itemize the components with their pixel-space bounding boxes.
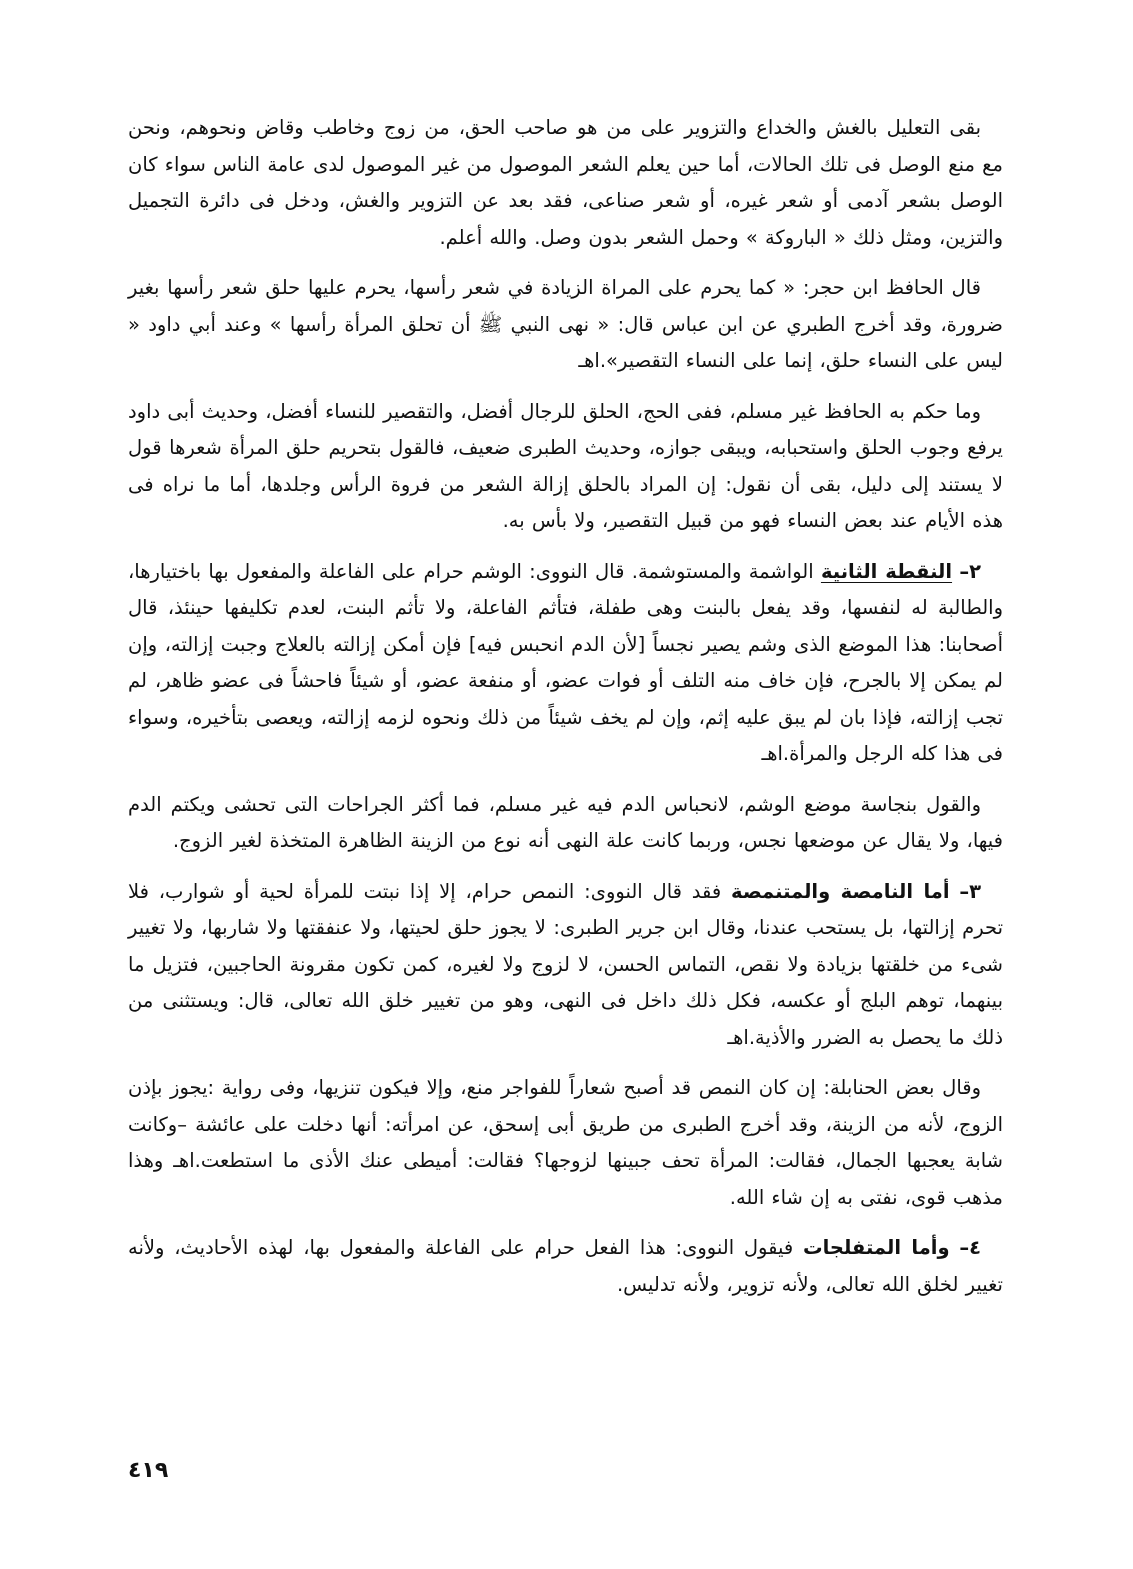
page-number: ٤١٩ [128, 1458, 169, 1483]
paragraph-text: بقى التعليل بالغش والخداع والتزوير على من هو صاحب الحق، من زوج وخاطب وقاض ونحوهم، ونحن مع منع الوصل فى تلك الحالات، أما حين يعلم الشعر الموصول من غير الموصول لدى عامة الناس سواء كان الوصل بشعر آدمى أو شعر غيره، أو شعر صناعى، فقد بعد عن التزوير والغش، ودخل فى دائرة التجميل والتزين، ومثل ذلك « الباروكة » وحمل الشعر بدون وصل. والله أعلم. [128, 116, 1003, 249]
paragraph-7 [128, 1070, 1003, 1216]
paragraph-text: وما حكم به الحافظ غير مسلم، ففى الحج، الحلق للرجال أفضل، والتقصير للنساء أفضل، وحديث أبى داود يرفع وجوب الحلق واستحبابه، ويبقى جوازه، وحديث الطبرى ضعيف، فالقول بتحريم حلق المرأة شعرها قول لا يستند إلى دليل، بقى أن نقول: إن المراد بالحلق إزالة الشعر من فروة الرأس وجلدها، أما ما نراه فى هذه الأيام عند بعض النساء فهو من قبيل التقصير، ولا بأس به. [128, 399, 1003, 532]
paragraph-text: فقد قال النووى: النمص حرام، إلا إذا نبتت للمرأة لحية أو شوارب، فلا تحرم إزالتها، بل يستحب عندنا، وقال ابن جرير الطبرى: لا يجوز حلق لحيتها، ولا عنفقتها ولا شاربها، ولا تغيير شىء من خلقتها بزيادة ولا نقص، التماس الحسن، لا لزوج ولا لغيره، كمن تكون مقرونة الحاجبين، فتزيل ما بينهما، توهم البلج أو عكسه، فكل ذلك داخل فى النهى، وهو من تغيير خلق الله تعالى، قال: ويستثنى من ذلك ما يحصل به الضرر والأذية.اهـ [128, 879, 1003, 1049]
paragraph-text: فيقول النووى: هذا الفعل حرام على الفاعلة والمفعول بها، لهذه الأحاديث، ولأنه تغيير لخلق الله تعالى، ولأنه تزوير، ولأنه تدليس. [128, 1236, 1003, 1296]
section-heading: النقطة الثانية [820, 559, 953, 583]
paragraph-3 [128, 394, 1003, 540]
paragraph-2 [128, 270, 1003, 380]
section-number: ٣– [959, 879, 981, 903]
paragraph-text: والقول بنجاسة موضع الوشم، لانحباس الدم فيه غير مسلم، فما أكثر الجراحات التى تحشى ويكتم الدم فيها، ولا يقال عن موضعها نجس، وربما كانت علة النهى أنه نوع من الزينة الظاهرة المتخذة لغير الزوج. [128, 792, 1003, 852]
paragraph-1 [128, 110, 1003, 256]
paragraph-text: قال الحافظ ابن حجر: « كما يحرم على المراة الزيادة في شعر رأسها، يحرم عليها حلق شعر رأسها بغير ضرورة، وقد أخرج الطبري عن ابن عباس قال: « نهى النبي ﷺ أن تحلق المرأة رأسها » وعند أبي داود « ليس على النساء حلق، إنما على النساء التقصير».اهـ [128, 276, 1003, 372]
section-heading: وأما المتفلجات [803, 1236, 950, 1259]
paragraph-8 [128, 1230, 1003, 1303]
paragraph-text: وقال بعض الحنابلة: إن كان النمص قد أصبح شعاراً للفواجر منع، وإلا فيكون تنزيها، وفى رواية :يجوز بإذن الزوج، لأنه من الزينة، وقد أخرج الطبرى من طريق أبى إسحق، عن امرأته: أنها دخلت على عائشة –وكانت شابة يعجبها الجمال، فقالت: المرأة تحف جبينها لزوجها؟ فقالت: أميطى عنك الأذى ما استطعت.اهـ وهذا مذهب قوى، نفتى به إن شاء الله. [128, 1076, 1003, 1209]
paragraph-5 [128, 787, 1003, 860]
section-heading: أما النامصة والمتنمصة [731, 879, 950, 903]
text-column [128, 110, 1003, 1317]
paragraph-4 [128, 554, 1003, 773]
section-number: ٤– [959, 1236, 982, 1259]
paragraph-6 [128, 874, 1003, 1057]
paragraph-text: الواشمة والمستوشمة. قال النووى: الوشم حرام على الفاعلة والمفعول بها باختيارها، والطالبة له لنفسها، وقد يفعل بالبنت وهى طفلة، فتأثم الفاعلة، ولا تأثم البنت، لعدم تكليفها حينئذ، قال أصحابنا: هذا الموضع الذى وشم يصير نجساً [لأن الدم انحبس فيه] فإن أمكن إزالته بالعلاج وجبت إزالته، وإن لم يمكن إلا بالجرح، فإن خاف منه التلف أو فوات عضو، أو منفعة عضو، أو شيئاً فاحشاً فى عضو ظاهر، لم تجب إزالته، فإذا بان لم يبق عليه إثم، وإن لم يخف شيئاً من ذلك ونحوه لزمه إزالته، ويعصى بتأخيره، وسواء فى هذا كله الرجل والمرأة.اهـ [128, 559, 1003, 765]
section-number: ٢– [959, 559, 981, 583]
